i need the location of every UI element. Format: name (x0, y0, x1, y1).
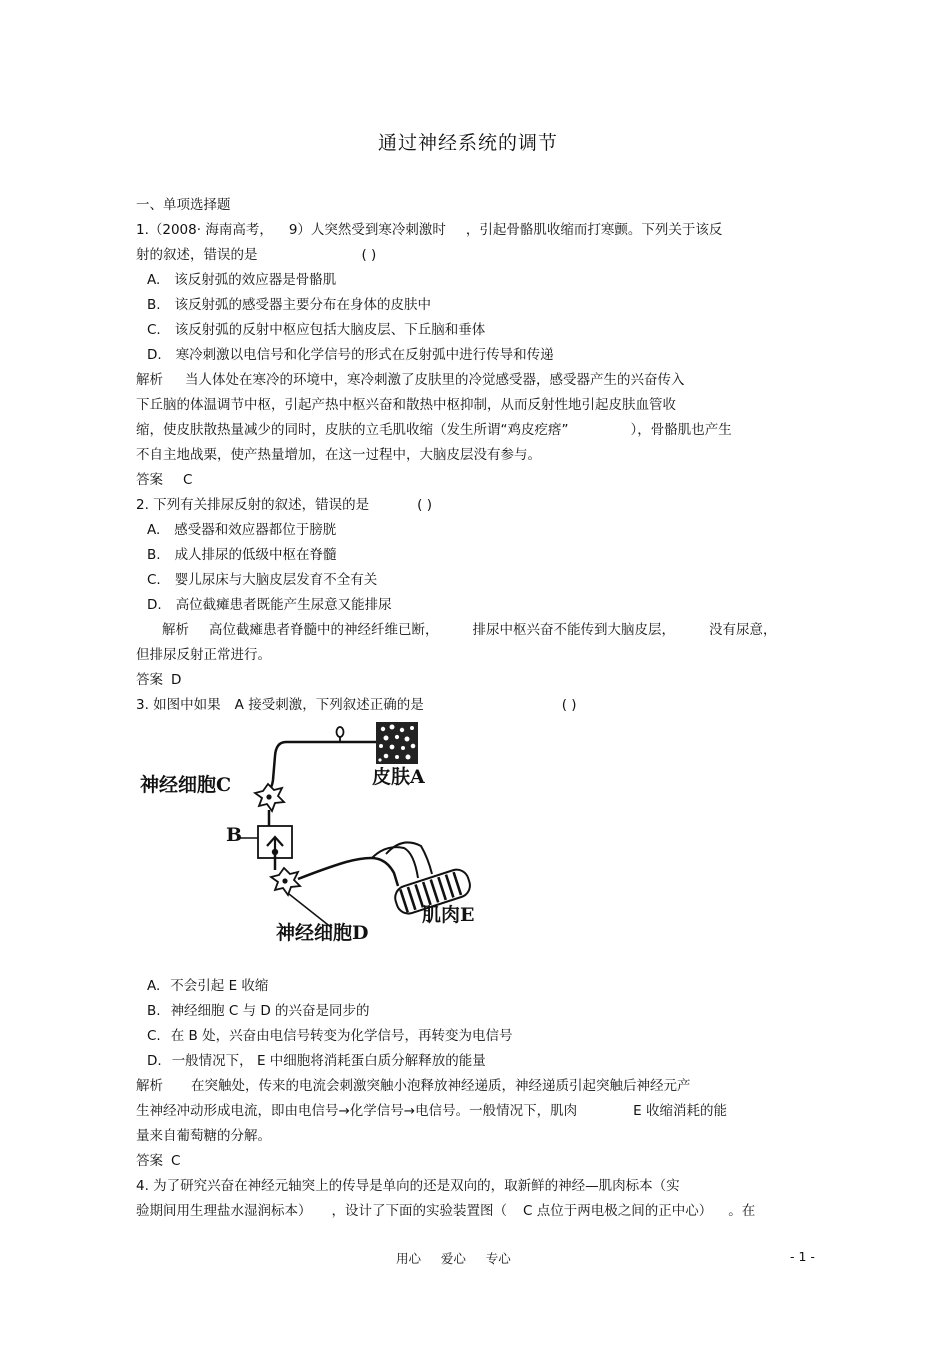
label-skin-a: 皮肤A (372, 766, 425, 788)
receptor-bulb (337, 727, 344, 737)
q3-analysis-line3: 量来自葡萄糖的分解。 (136, 1128, 271, 1144)
q2-stem: 2. 下列有关排尿反射的叙述，错误的是 ( ) (136, 497, 432, 513)
q1-option-b: B. 该反射弧的感受器主要分布在身体的皮肤中 (147, 297, 432, 313)
q3-analysis-label: 解析 (136, 1078, 163, 1094)
page-number: - 1 - (790, 1249, 815, 1264)
q3-analysis-line1: 解析 在突触处，传来的电流会刺激突触小泡释放神经递质，神经递质引起突触后神经元产 (136, 1078, 691, 1094)
q4-stem-line2: 验期间用生理盐水湿润标本） ，设计了下面的实验装置图（ C 点位于两电极之间的正中心） 。在 (136, 1203, 756, 1219)
q3-option-c: C. 在 B 处，兴奋由电信号转变为化学信号，再转变为电信号 (147, 1028, 513, 1044)
neuron-c (255, 784, 284, 811)
q1-answer-value: C (183, 472, 193, 488)
q3-answer: 答案 C (136, 1153, 181, 1169)
q1-analysis-line4: 不自主地战栗，使产热量增加，在这一过程中，大脑皮层没有参与。 (136, 447, 541, 463)
label-neuron-c: 神经细胞C (140, 774, 232, 796)
q2-analysis-label: 解析 (162, 622, 189, 638)
q3-answer-value: C (171, 1153, 181, 1169)
q3-option-d: D. 一般情况下， E 中细胞将消耗蛋白质分解释放的能量 (147, 1053, 486, 1069)
footer-motto: 用心 爱心 专心 (396, 1251, 511, 1266)
q2-option-d: D. 高位截瘫患者既能产生尿意又能排尿 (147, 597, 392, 613)
q2-option-a: A. 感受器和效应器都位于膀胱 (147, 522, 337, 538)
q1-answer-paren: ( ) (361, 247, 377, 263)
q1-analysis-line3: 缩，使皮肤散热量减少的同时，皮肤的立毛肌收缩（发生所谓“鸡皮疙瘩” ），骨骼肌也产生 (136, 422, 732, 438)
label-synapse-b: B (226, 824, 243, 846)
q2-option-b: B. 成人排尿的低级中枢在脊髓 (147, 547, 337, 563)
q3-analysis-line2: 生神经冲动形成电流，即由电信号→化学信号→电信号。一般情况下，肌肉 E 收缩消耗的能 (136, 1103, 727, 1119)
q2-analysis-line1: 解析 高位截瘫患者脊髓中的神经纤维已断， 排尿中枢兴奋不能传到大脑皮层， 没有尿意， (162, 622, 777, 638)
q3-answer-paren: ( ) (561, 697, 577, 713)
q2-answer: 答案 D (136, 672, 182, 688)
q2-answer-paren: ( ) (417, 497, 432, 513)
neuron-d (271, 868, 300, 895)
label-neuron-d: 神经细胞D (276, 922, 369, 944)
q3-option-b: B. 神经细胞 C 与 D 的兴奋是同步的 (147, 1003, 370, 1019)
reflex-arc-figure (136, 718, 816, 974)
efferent-nerve-fiber (298, 858, 398, 886)
afferent-nerve-fiber (268, 742, 380, 792)
q1-stem-line2: 射的叙述，错误的是 ( ) (136, 247, 377, 263)
q1-analysis-line1: 解析 当人体处在寒冷的环境中，寒冷刺激了皮肤里的冷觉感受器，感受器产生的兴奋传入 (136, 372, 685, 388)
document-title: 通过神经系统的调节 (377, 132, 558, 154)
q2-answer-value: D (171, 672, 182, 688)
q2-option-c: C. 婴儿尿床与大脑皮层发育不全有关 (147, 572, 378, 588)
q1-analysis-line2: 下丘脑的体温调节中枢，引起产热中枢兴奋和散热中枢抑制，从而反射性地引起皮肤血管收 (136, 397, 676, 413)
q3-stem: 3. 如图中如果 A 接受刺激，下列叙述正确的是 ( ) (136, 697, 577, 713)
document-body (136, 193, 816, 1224)
q4-stem-line1: 4. 为了研究兴奋在神经元轴突上的传导是单向的还是双向的，取新鲜的神经—肌肉标本（实 (136, 1178, 680, 1194)
q1-analysis-label: 解析 (136, 372, 163, 388)
q1-option-a: A. 该反射弧的效应器是骨骼肌 (147, 272, 337, 288)
q1-option-d: D. 寒冷刺激以电信号和化学信号的形式在反射弧中进行传导和传递 (147, 347, 554, 363)
q1-answer: 答案 C (136, 472, 193, 488)
q2-analysis-line2: 但排尿反射正常进行。 (136, 647, 271, 663)
section-heading: 一、单项选择题 (136, 197, 231, 213)
q1-option-c: C. 该反射弧的反射中枢应包括大脑皮层、下丘脑和垂体 (147, 322, 486, 338)
q1-stem-line1: 1.（2008· 海南高考， 9）人突然受到寒冷刺激时 ，引起骨骼肌收缩而打寒颤。下列关于该反 (136, 222, 723, 238)
q3-option-a: A. 不会引起 E 收缩 (147, 978, 269, 994)
label-muscle-e: 肌肉E (422, 904, 475, 926)
